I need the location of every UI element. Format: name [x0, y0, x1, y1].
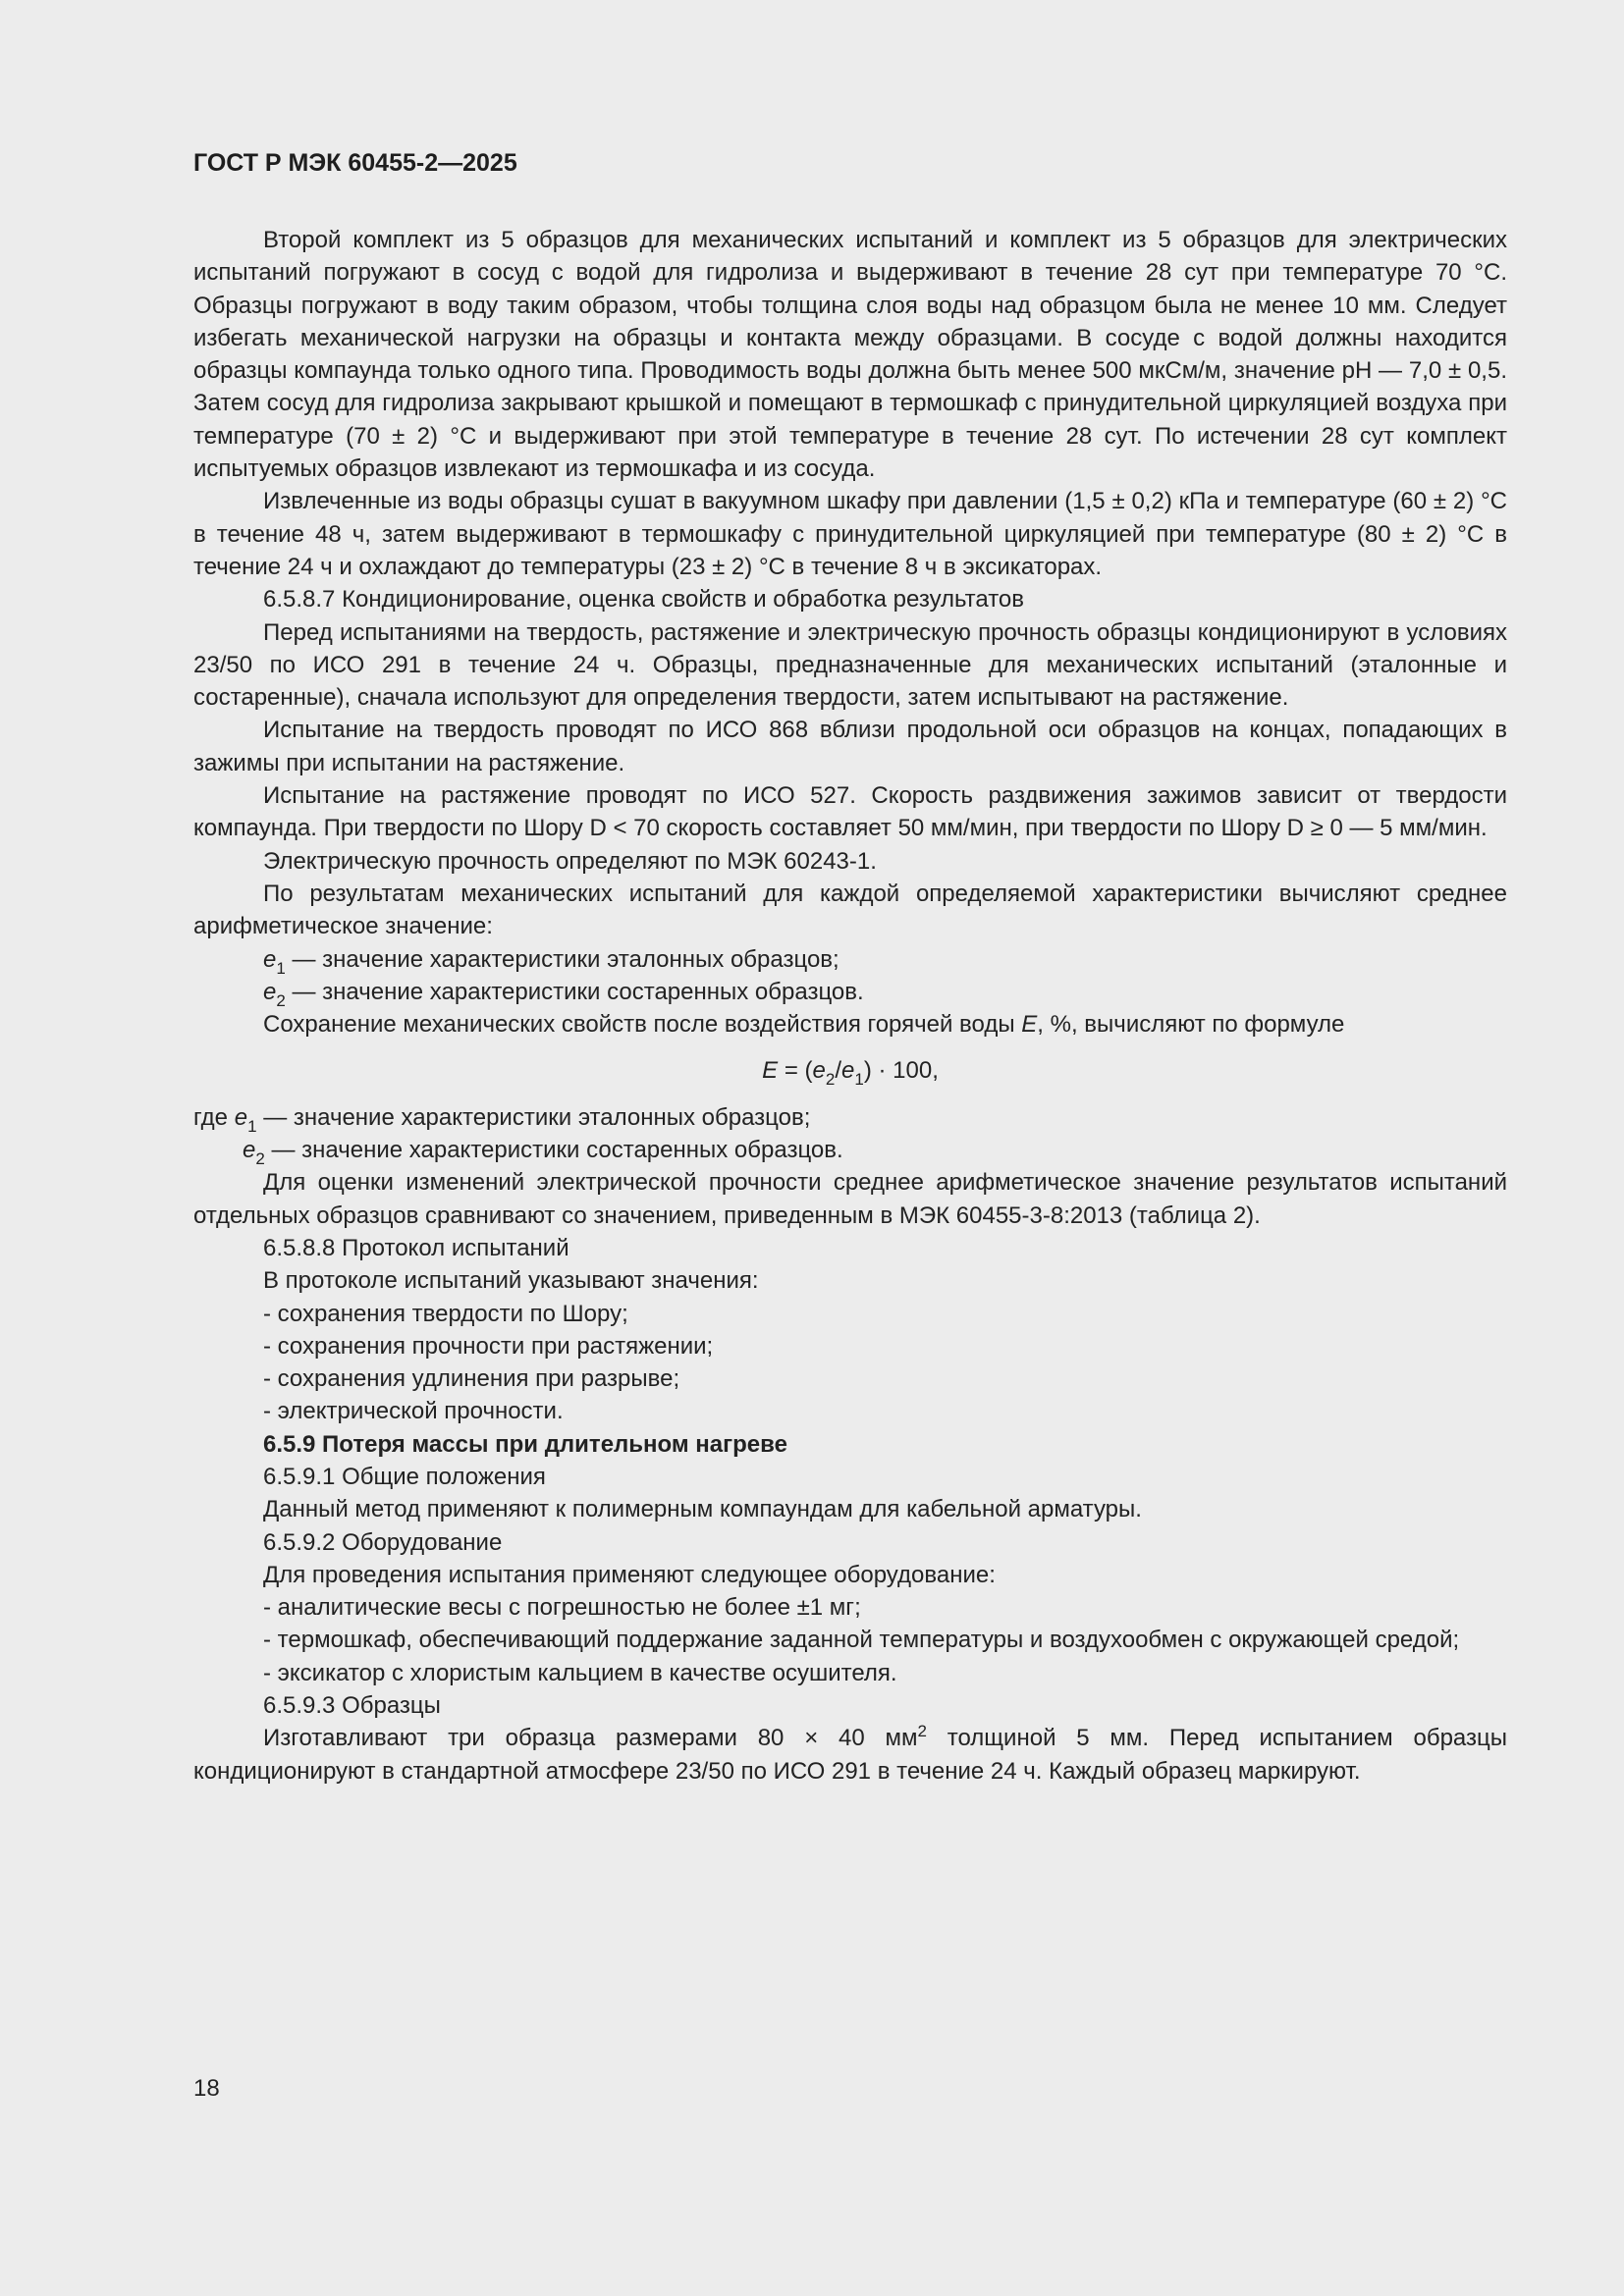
formula-sub-2: 2 — [825, 1070, 836, 1090]
page-number: 18 — [193, 2075, 220, 2102]
formula-slash: / — [835, 1057, 841, 1085]
formula — [193, 1054, 1507, 1090]
subscript-2: 2 — [255, 1149, 265, 1169]
var-e: e — [263, 978, 277, 1005]
formula-eq: = ( — [778, 1057, 813, 1085]
list-item: - электрической прочности. — [263, 1398, 564, 1425]
paragraph-tensile-test: Испытание на растяжение проводят по ИСО 527. Скорость раздвижения зажимов зависит от твердости компаунда. При твердости по Шору D < 70 скорость составляет 50 мм/мин, при твердости по Шору D ≥ 0 — 5 мм/мин. — [193, 782, 1507, 842]
definition-e1-text: — значение характеристики эталонных образцов; — [285, 945, 839, 973]
formula-e: e — [812, 1057, 826, 1085]
subscript-2: 2 — [276, 990, 286, 1010]
paragraph-hydrolysis: Второй комплект из 5 образцов для механических испытаний и комплект из 5 образцов для электрических испытаний погружают в сосуд с водой для гидролиза и выдерживают в течение 28 сут при температуре 70 °С. Образцы погружают в воду таким образом, чтобы толщина слоя воды над образцом была не менее 10 мм. Следует избегать механической нагрузки на образцы и контакта между образцами. В сосуде с водой должны находится образцы компаунда только одного типа. Проводимость воды должна быть менее 500 мкСм/м, значение рН — 7,0 ± 0,5. Затем сосуд для гидролиза закрывают крышкой и помещают в термошкаф с принудительной циркуляцией воздуха при температуре (70 ± 2) °С и выдерживают при этой температуре в течение 28 сут. По истечении 28 сут комплект испытуемых образцов извлекают из термошкафа и из сосуда. — [193, 227, 1507, 483]
paragraph-protocol: В протоколе испытаний указывают значения: — [263, 1267, 759, 1295]
section-6-5-9-2-heading: 6.5.9.2 Оборудование — [263, 1528, 503, 1556]
subscript-1: 1 — [276, 958, 286, 978]
section-6-5-9-heading: 6.5.9 Потеря массы при длительном нагреве — [263, 1430, 787, 1458]
definition-e1 — [193, 943, 1507, 976]
paragraph-conditioning: Перед испытаниями на твердость, растяжение и электрическую прочность образцы кондиционируют в условиях 23/50 по ИСО 291 в течение 24 ч. Образцы, предназначенные для механических испытаний (эталонные и состаренные), сначала используют для определения твердости, затем испытывают на растяжение. — [193, 618, 1507, 712]
body-text — [193, 224, 1507, 1788]
where-e2-text: — значение характеристики состаренных образцов. — [264, 1137, 843, 1164]
paragraph-method-scope: Данный метод применяют к полимерным компаундам для кабельной арматуры. — [263, 1496, 1142, 1523]
section-6-5-9-1-heading: 6.5.9.1 Общие положения — [263, 1463, 546, 1490]
document-header: ГОСТ Р МЭК 60455-2—2025 — [193, 149, 517, 177]
paragraph-electric-evaluation: Для оценки изменений электрической прочности среднее арифметическое значение результатов испытаний отдельных образцов сравнивают со значением, приведенным в МЭК 60455-3-8:2013 (таблица 2). — [193, 1169, 1507, 1229]
specimens-text-tail: толщиной 5 мм. Перед испытанием образцы кондиционируют в стандартной атмосфере 23/50 по ИСО 291 в течение 24 ч. Каждый образец маркируют. — [193, 1725, 1507, 1785]
list-item: - термошкаф, обеспечивающий поддержание заданной температуры и воздухообмен с окружающей средой; — [263, 1627, 1460, 1654]
var-e: e — [234, 1103, 248, 1131]
definition-e2-text: — значение характеристики состаренных образцов. — [285, 978, 864, 1005]
where-label: где — [193, 1103, 235, 1131]
section-6-5-8-7-heading: 6.5.8.7 Кондиционирование, оценка свойств и обработка результатов — [263, 586, 1025, 614]
definition-e2 — [193, 976, 1507, 1008]
paragraph-equipment: Для проведения испытания применяют следующее оборудование: — [263, 1561, 996, 1588]
subscript-1: 1 — [247, 1116, 257, 1136]
formula-sub-1: 1 — [854, 1070, 864, 1090]
list-item: - сохранения прочности при растяжении; — [263, 1332, 714, 1360]
list-item: - эксикатор с хлористым кальцием в качестве осушителя. — [263, 1659, 897, 1686]
superscript-2: 2 — [917, 1722, 927, 1741]
var-E: E — [1021, 1011, 1038, 1039]
paragraph-formula-intro — [193, 1008, 1507, 1041]
list-item: - сохранения удлинения при разрыве; — [263, 1365, 680, 1393]
where-e1 — [193, 1101, 1507, 1134]
list-item: - сохранения твердости по Шору; — [263, 1300, 628, 1327]
paragraph-hardness-test: Испытание на твердость проводят по ИСО 868 вблизи продольной оси образцов на концах, попадающих в зажимы при испытании на растяжение. — [193, 717, 1507, 776]
paragraph-specimens — [193, 1722, 1507, 1788]
specimens-text: Изготавливают три образца размерами 80 × 40 мм — [263, 1725, 918, 1752]
formula-intro-tail: , %, вычисляют по формуле — [1037, 1011, 1345, 1039]
var-e: e — [243, 1137, 256, 1164]
list-item: - аналитические весы с погрешностью не более ±1 мг; — [263, 1594, 861, 1622]
var-e: e — [263, 945, 277, 973]
formula-intro-text: Сохранение механических свойств после воздействия горячей воды — [263, 1011, 1022, 1039]
paragraph-electric-strength: Электрическую прочность определяют по МЭК 60243-1. — [263, 847, 877, 875]
section-6-5-9-3-heading: 6.5.9.3 Образцы — [263, 1692, 441, 1720]
where-e1-text: — значение характеристики эталонных образцов; — [256, 1103, 811, 1131]
paragraph-drying: Извлеченные из воды образцы сушат в вакуумном шкафу при давлении (1,5 ± 0,2) кПа и температуре (60 ± 2) °С в течение 48 ч, затем выдерживают в термошкафу с принудительной циркуляцией при температуре (80 ± 2) °С в течение 24 ч и охлаждают до температуры (23 ± 2) °С в течение 8 ч в эксикаторах. — [193, 488, 1507, 580]
paragraph-mean-value: По результатам механических испытаний для каждой определяемой характеристики вычисляют среднее арифметическое значение: — [193, 880, 1507, 940]
formula-close: ) · 100, — [863, 1057, 939, 1085]
formula-E: E — [762, 1057, 779, 1085]
section-6-5-8-8-heading: 6.5.8.8 Протокол испытаний — [263, 1234, 569, 1261]
where-e2 — [193, 1134, 1507, 1169]
formula-e: e — [841, 1057, 855, 1085]
